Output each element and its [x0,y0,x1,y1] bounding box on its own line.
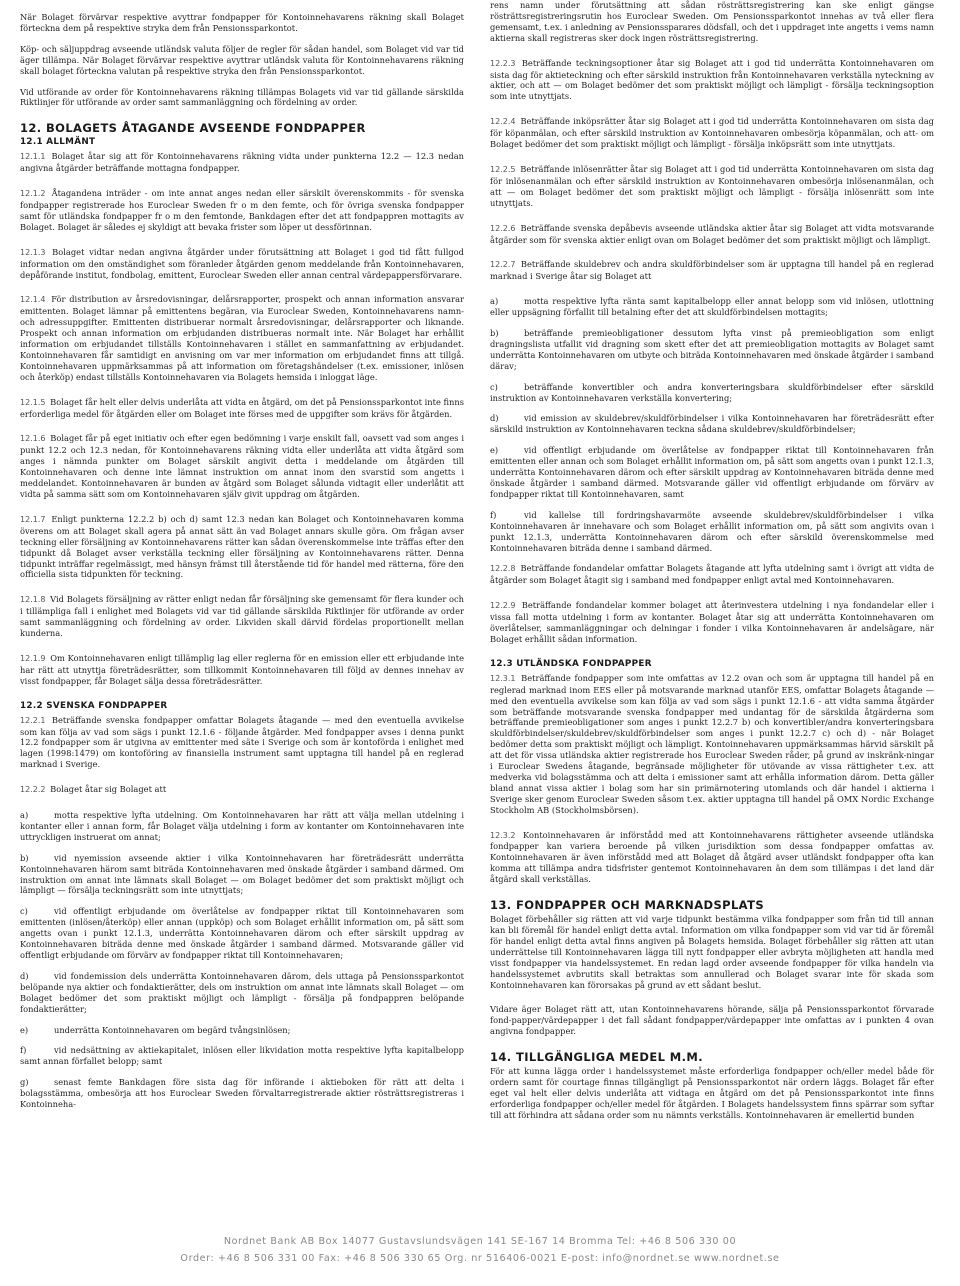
list-letter: a) [490,296,499,307]
list-text: vid offentligt erbjudande om överlåtelse av fondpapper riktat till Kontoinnehavaren från emittenten eller annan och som Bolaget erhållit information om, på sätt som angetts ovan i punkt 12.1.3, underrätta Kontoinnehavaren därom och efter särskilt uppdrag av Kontoinnehavaren biträda denne med önskade åtgärder i samband därmed. Motsvarande gäller vid offentligt erbjudande om förvärv av fondpapper riktat till Kontoinnehavaren, samt [490,445,934,499]
clause-text: Enligt punkterna 12.2.2 b) och d) samt 12.3 nedan kan Bolaget och Kontoinnehavaren komma överens om att Bolaget skall agera på annat sätt än vad Bolaget annars skulle göra. Om frågan avser teckning eller försäljning av Kontoinnehavarens rätter kan sådan överenskommelse inte träffas efter den tidpunkt då Bolaget avser verkställa teckning eller försäljning av Kontoinnehavarens rätter. Denna tidpunkt inträffar regelmässigt, med hänsyn främst till återstående tid för handel med rätterna, före den officiella sista tidpunkten för teckning. [20,513,464,580]
clause-number: 12.1.2 [20,189,46,199]
intro-paragraph-1: När Bolaget förvärvar respektive avyttrar fondpapper för Kontoinnehavarens räkning skall Bolaget förteckna dem på respektive stryka dem från Pensionssparkontot. [20,12,464,33]
list-item [20,853,464,897]
list-letter: e) [20,1024,29,1035]
paragraph-14: För att kunna lägga order i handelssystemet måste erforderliga fondpapper och/eller medel både för ordern samt för courtage finnas tillgängligt på Pensionssparkontot när ordern läggs. Bolaget får efter eget val helt eller delvis underlåta att vidtaga en åtgärd om det på Pensionssparkontot inte finns erforderliga fondpapper och/eller medel för åtgärden. I Bolagets handelssystem finns spärrar som syftar till att förhindra att sådana order som nu nämnts verkställs. Kontoinnehavaren är emellertid bunden [490,1066,934,1120]
list-item [20,1077,464,1110]
clause-text: Bolaget åtar sig att för Kontoinnehavarens räkning vidta under punkterna 12.2 — 12.3 nedan angivna åtgärder beträffande mottagna fondpapper. [20,151,465,174]
clause-text: Kontoinnehavaren är införstådd med att Kontoinnehavarens rättigheter avseende utländska fondpapper kan variera beroende på vilken jurisdiktion som dessa fondpapper omfattas av. Kontoinnehavaren är även införstådd med att Bolaget då åtgärd avser utländskt fondpapper ofta kan komma att tillämpa andra tidsfrister gentemot Kontoinnehavaren än dem som tillämpas i det land där åtgärd skall verkställas. [490,829,934,885]
footer-contact: Order: +46 8 506 331 00 Fax: +46 8 506 330 65 Org. nr 516406-0021 E-post: info@nordnet.se www.nordnet.se [180,1253,780,1264]
clause-number: 12.3.1 [490,673,516,683]
list-letter: b) [20,852,29,863]
paragraph-12-1-8 [20,594,464,639]
intro-paragraph-3: Vid utförande av order för Kontoinnehavarens räkning tillämpas Bolagets vid var tid gällande särskilda Riktlinjer för utförande av order samt sammanläggning och fördelning av order. [20,86,464,108]
clause-text: Beträffande fondpapper som inte omfattas av 12.2 ovan och som är upptagna till handel på en reglerad marknad inom EES eller på motsvarande marknad utanför EES, omfattar Bolagets åtagande — med den eventuella avvikelse som kan följa av vad som sägs i punkt 12.1.6 - att vidta samma åtgärder som beträffande motsvarande svenska fondpapper med undantag för de särskilda åtgärderna som beträffande premieobligationer som anges i punkt 12.2.7 b) och konvertibler/andra konverteringsbara skuldförbindelser/skuldebrev/skuldförbindelser som anges i punkt 12.2.7 c) och d) - när Bolaget bedömer detta som praktiskt möjligt och lämpligt. Kontoinnehavaren uppmärksammas härvid särskilt på att det för vissa utländska aktier registrerade hos Euroclear Sweden råder, på grund av inskränk-ningar i Euroclear Swedens åtagande, begränsade möjligheter för utövande av vissa rättigheter t.ex. att medverka vid bolagsstämma och att delta i emissioner samt att erhålla information därom. Detta gäller bland annat vissa aktier i bolag som har sin primärnotering utomlands och där handel i aktierna i Sverige sker genom Euroclear Sweden såsom t.ex. aktier upptagna till handel på OMX Nordic Exchange Stockholm AB (Stockholmsbörsen). [490,672,935,815]
section-12-1-heading: 12.1 ALLMÄNT [20,137,96,148]
list-item [490,445,934,500]
clause-text: Beträffande teckningsoptioner åtar sig Bolaget att i god tid underrätta Kontoinnehavaren om sista dag för aktieteckning och efter särskild instruktion från Kontoinnehavaren verkställa nyteckning av aktier, och att — om Bolaget bedömer det som praktiskt möjligt och lämpligt - försälja teckningsoption som inte utnyttjats. [490,57,934,102]
list-text: beträffande konvertibler och andra konverteringsbara skuldförbindelser efter särskild instruktion av Kontoinnehavaren verkställa konvertering; [490,381,934,403]
list-letter: c) [490,381,498,392]
list-letter: a) [20,810,29,821]
section-13-heading: 13. FONDPAPPER OCH MARKNADSPLATS [490,898,765,913]
list-text: vid fondemission dels underrätta Kontoinnehavaren därom, dels uttaga på Pensionssparkontot belöpande nya aktier och fondaktierätter, dels om instruktion om annat inte lämnats skall Bolaget — om Bolaget bedömer det som praktiskt möjligt och lämpligt - försälja på fondpappren belöpande fondaktierätter; [20,970,464,1014]
list-text: beträffande premieobligationer dessutom lyfta vinst på premieobligation som enligt dragningslista utfallit vid dragning som skett efter det att premieobligation mottagits av Bolaget samt underrätta Kontoinnehavaren om utbyte och biträda Kontoinnehavaren med önskade åtgärder i samband därav; [490,328,934,371]
paragraph-12-1-2 [20,188,464,233]
paragraph-13-b: Vidare äger Bolaget rätt att, utan Kontoinnehavarens hörande, sälja på Pensionssparkontot förvarade fond-papper/värdepapper i det fall sådant fondpapper/värdepapper inte omfattas av i punkten 4 ovan angivna fondpapper. [490,1004,934,1037]
clause-number: 12.1.3 [20,247,46,257]
clause-text: Åtagandena inträder - om inte annat anges nedan eller särskilt överenskommits - för svenska fondpapper registrerade hos Euroclear Sweden fr o m den femte, och för övriga svenska fondpapper samt för utländska fondpapper fr o m den femtonde, Bankdagen efter det att fondpappren mottagits av Bolaget. Bolaget är således ej skyldigt att bevaka frister som löper ut dessförinnan. [20,188,465,232]
clause-text: Beträffande inköpsrätter åtar sig Bolaget att i god tid underrätta Kontoinnehavaren om sista dag för köpanmälan, och efter särskild instruktion av Kontoinnehavaren ombesörja köpanmälan, och att- om Bolaget bedömer det som praktiskt möjligt och lämpligt - försälja inköpsrätt som inte utnyttjats. [490,116,934,150]
paragraph-12-3-2 [490,830,934,886]
clause-number: 12.1.4 [20,295,46,305]
list-letter: f) [490,509,497,520]
section-14-heading: 14. TILLGÄNGLIGA MEDEL M.M. [490,1050,703,1065]
clause-number: 12.2.2 [20,785,46,795]
paragraph-12-2-3 [490,58,934,103]
list-text: vid nyemission avseende aktier i vilka Kontoinnehavaren har företrädesrätt underrätta Kontoinnehavaren härom samt biträda Kontoinnehavaren med önskade åtgärder i samband därmed. Om instruktion om annat inte lämnats skall Bolaget — om Bolaget bedömer det som praktiskt möjligt och lämpligt — försälja teckningsrätt som inte utnyttjats; [20,852,464,896]
list-text: vid nedsättning av aktiekapitalet, inlösen eller likvidation motta respektive lyfta kapitalbelopp samt annan förfallet belopp; samt [20,1045,464,1067]
clause-number: 12.1.5 [20,397,46,407]
clause-number: 12.1.8 [20,595,46,605]
clause-number: 12.2.5 [490,164,516,174]
continued-paragraph: rens namn under förutsättning att sådan rösträttsregistrering kan ske enligt gängse rösträttsregistreringsrutin hos Euroclear Sweden. Om Pensionssparkontot innehas av två eller flera gemensamt, t.ex. i anledning av Pensionssparares dödsfall, och det i uppdraget inte angetts i vems namn aktierna skall registreras sker dock ingen rösträttsregistrering. [490,0,934,43]
list-text: vid offentligt erbjudande om överlåtelse av fondpapper riktat till Kontoinnehavaren som emittenten (inlösen/återköp) eller annan (uppköp) och som Bolaget erhållit information om, på sätt som angetts ovan i punkt 12.1.3, underrätta Kontoinnehavaren därom och efter särskilt uppdrag av Kontoinnehavaren biträda denne med önskade åtgärder i samband därmed. Motsvarande gäller vid offentligt erbjudande om förvärv av fondpapper riktat till Kontoinnehavaren; [20,906,464,960]
intro-paragraph-2: Köp- och säljuppdrag avseende utländsk valuta följer de regler för sådan handel, som Bolaget vid var tid äger tillämpa. När Bolaget förvärvar respektive avyttrar utländsk valuta för Kontoinnehavarens räkning skall bolaget förteckna valutan på respektive stryka den från Pensionssparkontot. [20,43,464,76]
paragraph-12-1-7 [20,514,464,580]
clause-text: Beträffande fondandelar kommer bolaget att återinvestera utdelning i nya fondandelar eller i vissa fall motta utdelning i form av kontanter. Bolaget åtar sig att underrätta Kontoinnehavaren om överlåtelser, sammanläggningar och delningar i fonder i vilka Kontoinnehavaren är andelsägare, när Bolaget erhållit sådan information. [490,600,934,644]
section-12-heading: 12. BOLAGETS ÅTAGANDE AVSEENDE FONDPAPPER [20,121,366,136]
clause-number: 12.1.6 [20,434,46,444]
paragraph-12-1-4 [20,294,464,382]
clause-number: 12.2.9 [490,601,516,611]
clause-text: Beträffande svenska fondpapper omfattar Bolagets åtagande — med den eventuella avvikelse som kan följa av vad som sägs i punkt 12.1.6 - följande åtgärder. Med fondpapper avses i denna punkt 12.2 fondpapper som är utgivna av emittenter med säte i Sverige och som är kontoförda i enlighet med lagen (1998:1479) om kontoföring av finansiella instrument samt upptagna till handel på en reglerad marknad i Sverige. [20,714,464,770]
list-item [20,1025,464,1036]
clause-text: Beträffande inlösenrätter åtar sig Bolaget att i god tid underrätta Kontoinnehavaren om sista dag för inlösenanmälan och efter särskild instruktion av Kontoinnehavaren ombesörja inlösenanmälan, och att — om Bolaget bedömer det som praktiskt möjligt och lämpligt - försälja inlösenrätt som inte utnyttjats. [490,163,934,208]
list-letter: e) [490,445,499,456]
clause-number: 12.1.1 [20,152,46,162]
list-item [490,413,934,435]
paragraph-12-1-5 [20,397,464,420]
list-item [20,810,464,843]
list-letter: b) [490,328,499,339]
clause-text: Vid Bolagets försäljning av rätter enligt nedan får försäljning ske gemensamt för flera kunder och i tillämpliga fall i enlighet med Bolagets vid var tid gällande särskilda Riktlinjer för utförande av order samt sammanläggning och fördelning av order. Likviden skall därvid fördelas proportionellt mellan kunderna. [20,594,465,639]
clause-number: 12.2.3 [490,58,516,68]
paragraph-12-2-6 [490,223,934,246]
clause-number: 12.2.6 [490,223,516,233]
paragraph-12-2-5 [490,164,934,209]
paragraph-12-1-9 [20,653,464,687]
list-item [20,1045,464,1067]
list-letter: g) [20,1077,29,1088]
clause-number: 12.2.4 [490,117,516,127]
list-text: underrätta Kontoinnehavaren om begärd tvångsinlösen; [54,1024,291,1035]
list-text: vid kallelse till fordringshavarmöte avseende skuldebrev/skuldförbindelser i vilka Kontoinnehavaren är innehavare och som Bolaget erhållit information om, på sätt som angivits ovan i punkt 12.1.3, underrätta Kontoinnehavaren därom och efter särskild överenskommelse med Kontoinnehavaren biträda denne i samband därmed. [490,509,934,553]
paragraph-12-2-7 [490,259,934,282]
list-item [490,296,934,318]
clause-text: För distribution av årsredovisningar, delårsrapporter, prospekt och annan information ansvarar emittenten. Bolaget lämnar på emittentens begäran, via Euroclear Sweden, Kontoinnehavarens namn- och adressuppgifter. Emittenten distribuerar normalt årsredovisningar, delårsrapporter och liknande. Prospekt och annan information om erbjudanden distribueras normalt inte. När Bolaget har erhållit information om erbjudandet tillställs Kontoinnehavaren i stället en sammanfattning av erbjudandet. Kontoinnehavaren får samtidigt en anvisning om var mer information om erbjudandet finns att tillgå. Kontoinnehavaren uppmärksammas på att information om företagshändelser (t.ex. emissioner, inlösen och återköp) endast tillställs Kontoinnehavaren via Bolagets hemsida i inloggat läge. [20,294,465,382]
list-letter: c) [20,906,28,917]
paragraph-12-2-8 [490,563,934,586]
list-letter: d) [490,413,499,424]
paragraph-12-1-6 [20,433,464,499]
list-item [20,906,464,961]
list-text: motta respektive lyfta utdelning. Om Kontoinnehavaren har rätt att välja mellan utdelning i kontanter eller i annan form, får Bolaget välja utdelning i form av kontanter om Kontoinnehavaren inte uttryckligen instruerat om annat; [20,810,464,842]
list-12-2-2 [20,810,464,1110]
clause-number: 12.3.2 [490,830,516,840]
left-column [20,12,464,1120]
section-12-2-heading: 12.2 SVENSKA FONDPAPPER [20,700,168,711]
clause-number: 12.2.8 [490,564,516,574]
list-text: vid emission av skuldebrev/skuldförbindelser i vilka Kontoinnehavaren har företrädesrätt efter särskild instruktion av Kontoinnehavaren teckna sådana skuldebrev/skuldförbindelser; [490,413,934,435]
clause-text: Bolaget åtar sig Bolaget att [50,784,167,795]
list-letter: d) [20,970,29,981]
clause-text: Beträffande skuldebrev och andra skuldförbindelser som är upptagna till handel på en reglerad marknad i Sverige åtar sig Bolaget att [490,259,934,282]
clause-number: 12.2.1 [20,715,46,725]
paragraph-12-2-2 [20,784,464,796]
list-12-2-7 [490,296,934,553]
clause-text: Bolaget vidtar nedan angivna åtgärder under förutsättning att Bolaget i god tid fått fullgod information om den omständighet som föranleder åtgärden genom meddelande från Kontoinnehavaren, depåförande institut, fondbolag, emittent, Euroclear Sweden eller annan central värdepappersförvarare. [20,246,464,280]
list-letter: f) [20,1045,27,1056]
list-item [490,382,934,404]
footer-address: Nordnet Bank AB Box 14077 Gustavslundsvägen 141 SE-167 14 Bromma Tel: +46 8 506 330 00 [223,1236,737,1247]
clause-number: 12.1.7 [20,514,46,524]
paragraph-13-a: Bolaget förbehåller sig rätten att vid varje tidpunkt bestämma vilka fondpapper som från tid till annan kan bli föremål för handel enligt detta avtal. Information om vilka fondpapper som vid var tid är föremål för handel enligt detta avtal finns angiven på Bolagets hemsida. Bolaget förbehåller sig rätten att utan underrättelse till Kontoinnehavaren lägga till nytt fondpapper eller avbryta möjligheten att handla med visst fondpapper via handelssystemet. En redan lagd order avseende fondpapper för vilka handeln via handelssystemet avbrutits skall betraktas som annullerad och Bolaget svarar inte för skada som Kontoinnehavaren kan förorsakas på grund av ett sådant beslut. [490,914,934,990]
paragraph-12-2-9 [490,600,934,645]
list-text: motta respektive lyfta ränta samt kapitalbelopp eller annat belopp som vid inlösen, utlottning eller uppsägning förfallit till betalning efter det att skuldförbindelsen mottagits; [490,296,934,318]
paragraph-12-2-4 [490,116,934,150]
clause-number: 12.1.9 [20,653,46,663]
right-column [490,0,934,1129]
paragraph-12-1-1 [20,151,464,174]
list-item [490,510,934,554]
paragraph-12-2-1 [20,715,464,771]
list-item [20,971,464,1015]
paragraph-12-3-1 [490,673,934,816]
clause-text: Beträffande svenska depåbevis avseende utländska aktier åtar sig Bolaget att vidta motsvarande åtgärder som för svenska aktier enligt ovan om Bolaget bedömer det som praktiskt möjligt och lämpligt. [490,222,934,245]
clause-text: Beträffande fondandelar omfattar Bolagets åtagande att lyfta utdelning samt i övrigt att vidta de åtgärder som Bolaget åtagit sig i samband med fondpapper enligt avtal med Kontoinnehavaren. [490,563,935,586]
paragraph-12-1-3 [20,247,464,281]
clause-text: Om Kontoinnehavaren enligt tillämplig lag eller reglerna för en emission eller ett erbjudande inte har rätt att utnyttja företrädesrätter, som tillkommit Kontoinnehavaren till följd av dennes innehav av visst fondpapper, får Bolaget sälja dessa företrädesrätter. [20,652,465,686]
list-item [490,328,934,372]
clause-text: Bolaget får helt eller delvis underlåta att vidta en åtgärd, om det på Pensionssparkontot inte finns erforderliga medel för åtgärden eller om Bolaget inte förses med de uppgifter som krävs för åtgärden. [20,396,464,419]
clause-number: 12.2.7 [490,260,516,270]
list-text: senast femte Bankdagen före sista dag för införande i aktieboken för rätt att delta i bolagsstämma, ombesörja att hos Euroclear Sweden förvaltarregistrerade aktier rösträttsregistreras i Kontoinneha- [20,1077,464,1110]
clause-text: Bolaget får på eget initiativ och efter egen bedömning i varje enskilt fall, oavsett vad som anges i punkt 12.2 och 12.3 nedan, för Kontoinnehavarens räkning vidta eller underlåta att vidta åtgärd som anges i nämnda punkter om Bolaget särskilt angivit detta i meddelande om åtgärden till Kontoinnehavaren och denne inte lämnat instruktion om annat inom den svarstid som angetts i meddelandet. Kontoinnehavaren är bunden av åtgärd som Bolaget sålunda vidtagit eller underlåtit att vidta på samma sätt som om Kontoinnehavaren själv givit uppdrag om åtgärden. [20,433,464,499]
section-12-3-heading: 12.3 UTLÄNDSKA FONDPAPPER [490,658,652,669]
